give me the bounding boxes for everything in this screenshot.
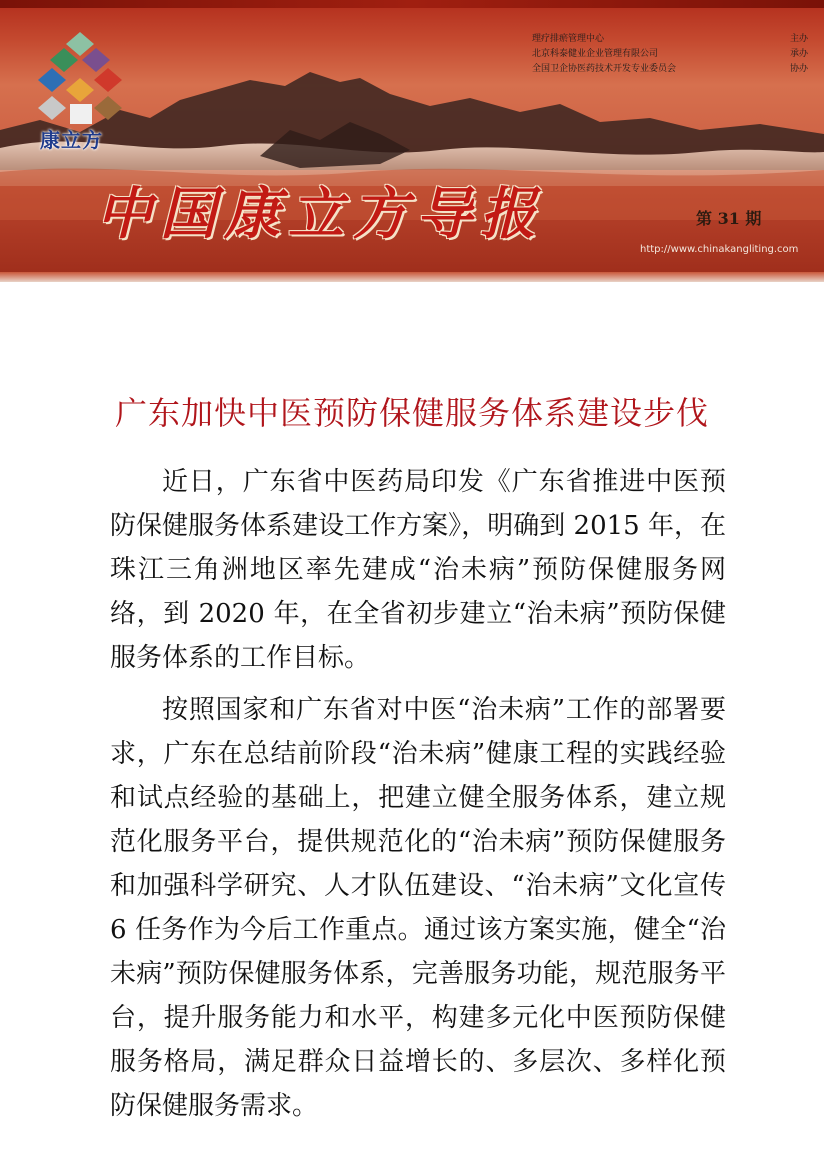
sponsor-role: 主办 <box>789 34 808 44</box>
sponsor-row <box>532 62 808 77</box>
masthead-title: 中国康立方导报 <box>96 181 544 247</box>
article-body <box>110 460 726 1136</box>
article-paragraph: 按照国家和广东省对中医“治未病”工作的部署要求，广东在总结前阶段“治未病”健康工程的实践经验和试点经验的基础上，把建立健全服务体系，建立规范化服务平台，提供规范化的“治未病”预防保健服务和加强科学研究、人才队伍建设、“治未病”文化宣传 6 任务作为今后工作重点。通过该方案实施，健全“治未病”预防保健服务体系，完善服务功能，规范服务平台，提升服务能力和水平，构建多元化中医预防保健服务格局，满足群众日益增长的、多层次、多样化预防保健服务需求。 <box>110 695 726 1121</box>
header-banner <box>0 0 824 282</box>
article-title: 广东加快中医预防保健服务体系建设步伐 <box>114 394 709 432</box>
sponsor-row <box>532 32 808 47</box>
issue-number: 第 31 期 <box>696 209 762 228</box>
banner-bottom-edge <box>0 272 824 282</box>
sponsor-org: 全国卫企协医药技术开发专业委员会 <box>532 64 677 74</box>
banner-top-stripe <box>0 0 824 8</box>
logo-text: 康立方 <box>40 128 103 152</box>
sponsor-row <box>532 47 808 62</box>
article-paragraph: 近日，广东省中医药局印发《广东省推进中医预防保健服务体系建设工作方案》，明确到 2015 年，在珠江三角洲地区率先建成“治未病”预防保健服务网络，到 2020 年，在全省初步建立“治未病”预防保健服务体系的工作目标。 <box>110 467 726 673</box>
sponsor-role: 协办 <box>789 64 808 74</box>
sponsor-role: 承办 <box>789 49 808 59</box>
sponsor-org: 北京科泰健业企业管理有限公司 <box>532 49 659 59</box>
sponsor-list <box>532 32 808 77</box>
website-url: http://www.chinakangliting.com <box>640 244 799 255</box>
sponsor-org: 理疗排瘀管理中心 <box>532 34 605 44</box>
